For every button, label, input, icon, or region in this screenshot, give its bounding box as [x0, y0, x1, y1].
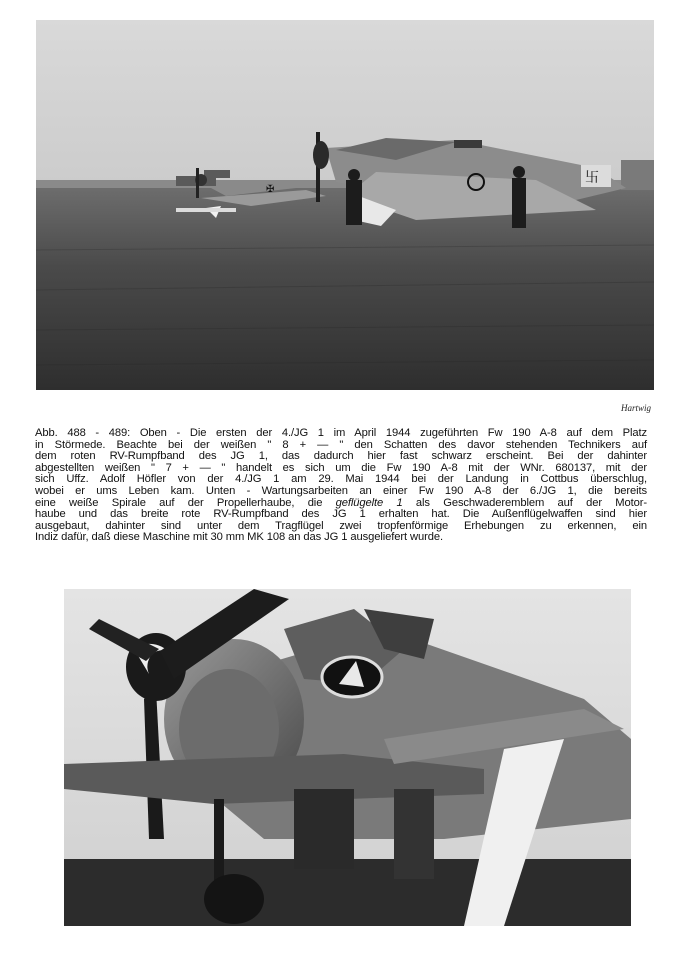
- photo-airfield: [36, 20, 654, 390]
- caption-line: in Störmede. Beachte bei der weißen " 8 + — " den Schatten des davor stehenden Technikers auf: [35, 438, 647, 451]
- caption-italic-term: geflügelte 1: [335, 496, 403, 509]
- caption-line: dem roten RV-Rumpfband des JG 1, das dadurch hier fast schwarz erscheint. Bei der dahinter: [35, 450, 647, 463]
- caption-line-part: als Geschwaderemblem auf der Motor-: [402, 496, 647, 509]
- caption-line: abgestellten weißen " 7 + — " handelt es sich um die Fw 190 A-8 mit der WNr. 680137, mit der: [35, 461, 647, 474]
- caption-line: ausgebaut, dahinter sind unter dem Tragflügel zwei tropfenförmige Erhebungen zu erkennen, ein: [35, 519, 647, 532]
- caption-line: haube und das breite rote RV-Rumpfband des JG 1 erhalten hat. Die Außenflügelwaffen sind hier: [35, 508, 647, 521]
- figure-caption: [35, 428, 647, 544]
- svg-text:✠: ✠: [266, 184, 275, 195]
- caption-line: Indiz dafür, daß diese Maschine mit 30 mm MK 108 an das JG 1 ausgeliefert wurde.: [35, 531, 444, 544]
- photo-maintenance: [64, 589, 631, 926]
- photo-airfield-image: [36, 20, 654, 390]
- caption-line-part: eine weiße Spirale auf der Propellerhaube, die: [35, 496, 336, 509]
- caption-line: sich Uffz. Adolf Höfler von der 4./JG 1 am 29. Mai 1944 bei der Landung in Cottbus überschlug,: [35, 473, 647, 486]
- caption-line: wobei er ums Leben kam. Unten - Wartungsarbeiten an einer Fw 190 A-8 der 6./JG 1, die bereits: [35, 484, 647, 497]
- photo-maintenance-image: [64, 589, 631, 926]
- photo-credit: Hartwig: [620, 403, 651, 413]
- caption-line: Abb. 488 - 489: Oben - Die ersten der 4./JG 1 im April 1944 zugeführten Fw 190 A-8 auf dem Platz: [35, 427, 647, 439]
- svg-text:卐: 卐: [585, 169, 599, 185]
